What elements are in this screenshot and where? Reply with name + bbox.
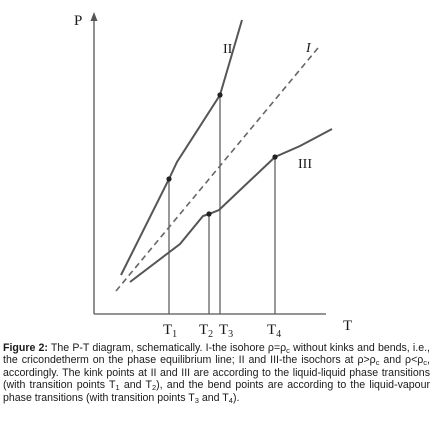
caption-prefix: Figure 2:	[3, 342, 48, 354]
kink-point-t1	[166, 176, 171, 181]
caption-text: The P-T diagram, schematically. I-the isohore ρ=ρ	[47, 342, 287, 354]
tick-label-t1: $T_1$	[163, 322, 178, 340]
curve-i	[116, 48, 318, 291]
y-axis-label: P	[74, 13, 83, 29]
figure-caption: Figure 2: The P-T diagram, schematically. I-the isohore $\rho=\rho_c$ without kinks and bends, i.e., the cricondetherm on the phase equilibrium line; II and III-the isochors at $\rho>\rho_c$ and $\rho<\rho_c$, accordingly. The kink points at II and III are according to the liquid-liquid phase transitions (with transition points $T_1$ and $T_2$), and the bend points are according to the liquid-vapour phase transitions (with transition points $T_3$ and $T_4$).	[3, 342, 430, 405]
tick-label-t2: $T_2$	[199, 322, 214, 340]
y-axis-arrow-icon	[91, 12, 98, 21]
curve-label-ii: II	[223, 42, 233, 57]
x-axis-label: T	[343, 318, 353, 334]
bend-point-t3	[217, 92, 222, 97]
curve-label-i: I	[306, 41, 311, 56]
curve-label-iii: III	[298, 157, 312, 172]
bend-point-t4	[272, 154, 277, 159]
tick-label-t3: $T_3$	[219, 322, 234, 340]
kink-point-t2	[206, 211, 211, 216]
curve-ii	[121, 20, 242, 275]
tick-label-t4: $T_4$	[267, 322, 282, 340]
